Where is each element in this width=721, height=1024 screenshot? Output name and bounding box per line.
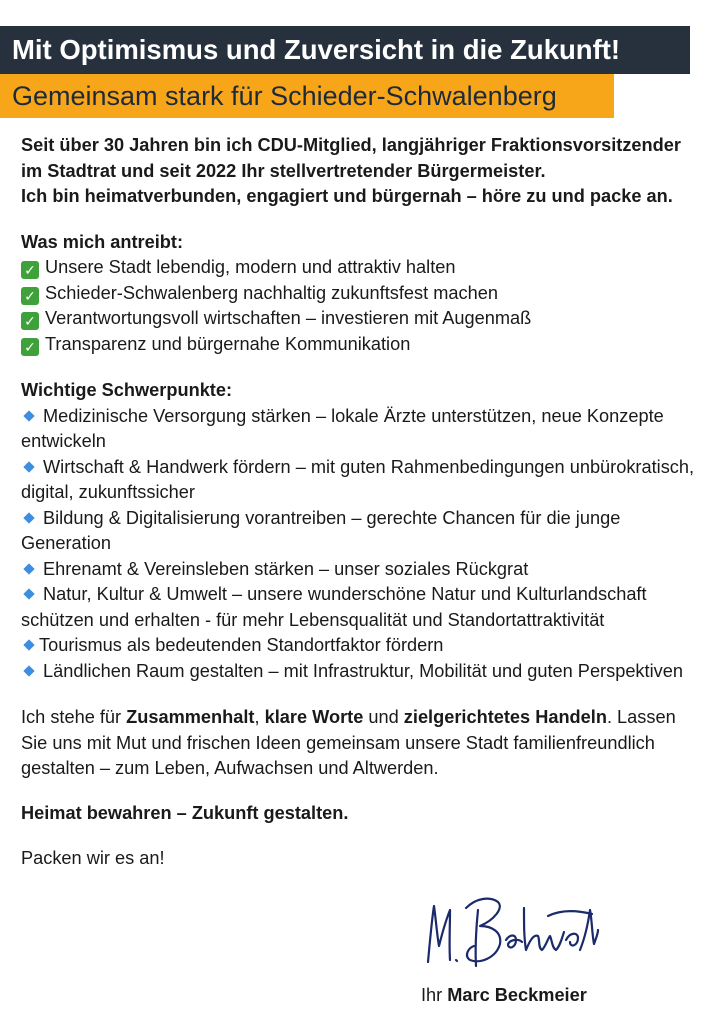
motto: Heimat bewahren – Zukunft gestalten.	[21, 802, 349, 823]
headline-banner: Mit Optimismus und Zuversicht in die Zukunft!	[0, 26, 690, 74]
signature-name	[421, 983, 587, 1007]
blue-diamond-icon	[23, 589, 34, 600]
check-mark-icon: ✓	[21, 338, 39, 356]
list-item-text: Wirtschaft & Handwerk fördern – mit guten Rahmenbedingungen unbürokratisch, digital, zukunftssicher	[21, 456, 695, 502]
closing-text: Ich stehe für	[21, 707, 127, 727]
blue-diamond-icon	[23, 563, 34, 574]
letter-body	[21, 133, 697, 872]
blue-diamond-icon	[23, 461, 34, 472]
list-item	[21, 255, 697, 281]
list-item-text: Verantwortungsvoll wirtschaften – investieren mit Augenmaß	[45, 308, 532, 328]
list-item	[21, 659, 697, 685]
signer-name: Marc Beckmeier	[447, 985, 587, 1005]
list-item-text: Bildung & Digitalisierung vorantreiben – gerechte Chancen für die junge Generation	[21, 507, 621, 553]
call-to-action: Packen wir es an!	[21, 848, 165, 868]
list-item-text: Medizinische Versorgung stärken – lokale Ärzte unterstützen, neue Konzepte entwickeln	[21, 405, 664, 451]
emphasis-text: zielgerichtetes Handeln	[403, 707, 607, 727]
blue-diamond-icon	[23, 640, 34, 651]
list-item	[21, 306, 697, 332]
list-item-text: Unsere Stadt lebendig, modern und attraktiv halten	[45, 257, 456, 277]
emphasis-text: klare Worte	[264, 707, 364, 727]
focus-list	[21, 404, 697, 685]
subtitle-banner: Gemeinsam stark für Schieder-Schwalenberg	[0, 74, 614, 118]
list-item	[21, 332, 697, 358]
check-mark-icon: ✓	[21, 312, 39, 330]
list-item	[21, 633, 697, 659]
intro-paragraph-1: Seit über 30 Jahren bin ich CDU-Mitglied, langjähriger Fraktionsvorsitzender im Stadtrat und seit 2022 Ihr stellvertretender Bürgermeister.	[21, 135, 681, 181]
closing-text: ,	[254, 707, 265, 727]
closing-text: und	[363, 707, 404, 727]
intro-paragraph-2: Ich bin heimatverbunden, engagiert und bürgernah – höre zu und packe an.	[21, 186, 673, 206]
closing-paragraph	[21, 705, 697, 782]
closing-text: . Lassen Sie uns mit Mut und frischen Ideen gemeinsam unsere Stadt familienfreundlich gestalten – zum Leben, Aufwachsen und Altwerden.	[21, 707, 676, 778]
check-mark-icon: ✓	[21, 287, 39, 305]
list-item-text: Ländlichen Raum gestalten – mit Infrastruktur, Mobilität und guten Perspektiven	[43, 660, 683, 681]
list-item	[21, 455, 697, 506]
list-item-text: Transparenz und bürgernahe Kommunikation	[45, 333, 411, 354]
focus-heading: Wichtige Schwerpunkte:	[21, 380, 233, 400]
motivation-heading: Was mich antreibt:	[21, 231, 184, 252]
list-item	[21, 557, 697, 583]
list-item	[21, 582, 697, 633]
check-mark-icon: ✓	[21, 261, 39, 279]
list-item-text: Natur, Kultur & Umwelt – unsere wunderschöne Natur und Kulturlandschaft schützen und erhalten - für mehr Lebensqualität und Standortattraktivität	[21, 584, 647, 630]
list-item	[21, 506, 697, 557]
list-item-text: Tourismus als bedeutenden Standortfaktor fördern	[39, 635, 444, 655]
list-item-text: Ehrenamt & Vereinsleben stärken – unser soziales Rückgrat	[43, 558, 529, 579]
list-item-text: Schieder-Schwalenberg nachhaltig zukunftsfest machen	[45, 282, 498, 303]
emphasis-text: Zusammenhalt	[126, 707, 255, 727]
list-item	[21, 281, 697, 307]
blue-diamond-icon	[23, 665, 34, 676]
signature-prefix: Ihr	[421, 985, 448, 1005]
motivation-list	[21, 255, 697, 357]
blue-diamond-icon	[23, 512, 34, 523]
blue-diamond-icon	[23, 410, 34, 421]
list-item	[21, 404, 697, 455]
handwritten-signature	[420, 880, 600, 976]
